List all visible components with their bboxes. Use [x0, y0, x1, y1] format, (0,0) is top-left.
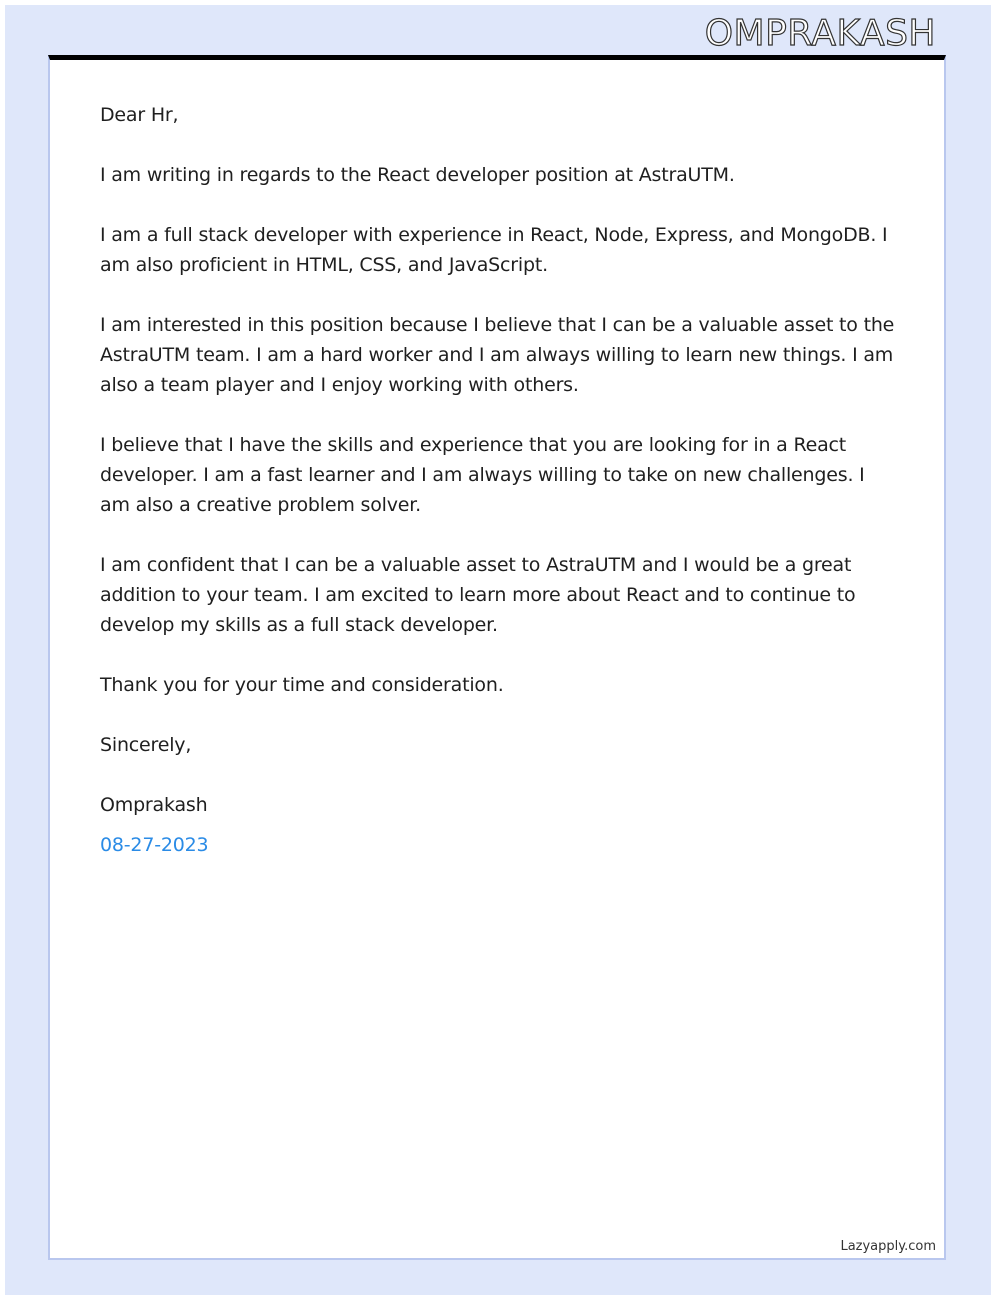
- letter-body: [100, 100, 900, 860]
- paragraph-confidence: I am confident that I can be a valuable asset to AstraUTM and I would be a great addition to your team. I am excited to learn more about React and to continue to develop my skills as a full stack developer.: [100, 554, 856, 636]
- paragraph-experience: I am a full stack developer with experience in React, Node, Express, and MongoDB. I am also proficient in HTML, CSS, and JavaScript.: [100, 224, 888, 276]
- paragraph-interest: I am interested in this position because I believe that I can be a valuable asset to the AstraUTM team. I am a hard worker and I am always willing to learn new things. I am also a team player and I enjoy working with others.: [100, 314, 895, 396]
- letter-sheet: [48, 55, 946, 1260]
- signature-name: Omprakash: [100, 794, 208, 816]
- salutation: Dear Hr,: [100, 104, 179, 126]
- letter-date: 08-27-2023: [100, 834, 209, 856]
- paragraph-intro: I am writing in regards to the React developer position at AstraUTM.: [100, 164, 735, 186]
- paragraph-thanks: Thank you for your time and consideration.: [100, 674, 504, 696]
- paragraph-skills: I believe that I have the skills and experience that you are looking for in a React developer. I am a fast learner and I am always willing to take on new challenges. I am also a creative problem solver.: [100, 434, 865, 516]
- watermark: Lazyapply.com: [840, 1239, 936, 1254]
- applicant-name-header: OMPRAKASH: [704, 13, 936, 54]
- closing: Sincerely,: [100, 734, 192, 756]
